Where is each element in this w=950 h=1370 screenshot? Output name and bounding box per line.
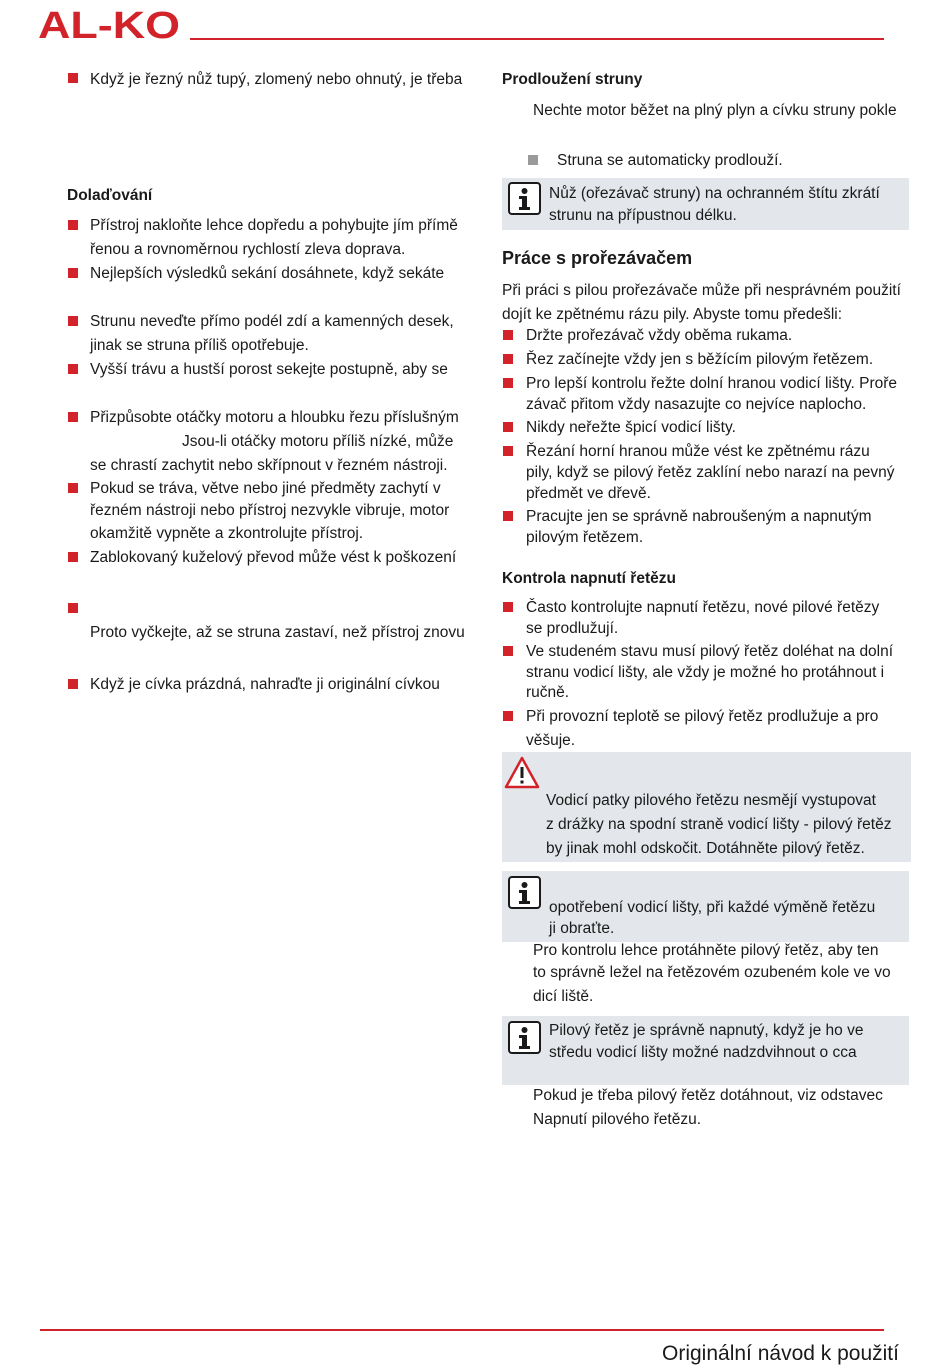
- warning-text-cont2: by jinak mohl odskočit. Dotáhněte pilový řetěz.: [546, 840, 865, 857]
- bullet: [68, 552, 78, 562]
- fine-tuning-heading: Dolaďování: [67, 187, 153, 204]
- bullet: [528, 155, 538, 165]
- header-rule: [190, 38, 884, 40]
- footer-title: Originální návod k použití: [662, 1342, 899, 1365]
- fine-item-8-cont: Proto vyčkejte, až se struna zastaví, než přístroj znovu: [90, 624, 465, 641]
- check-text-cont: to správně ležel na řetězovém ozubeném kole ve vo: [533, 964, 891, 981]
- info-3-text-cont: středu vodicí lišty možné nadzdvihnout o cca: [549, 1044, 857, 1061]
- bullet: [503, 378, 513, 388]
- info-3-text: Pilový řetěz je správně napnutý, když je ho ve: [549, 1022, 864, 1039]
- check-text: Pro kontrolu lehce protáhněte pilový řetěz, aby ten: [533, 942, 879, 959]
- fine-item-3: Strunu neveďte přímo podél zdí a kamenných desek,: [90, 313, 454, 330]
- bullet: [68, 412, 78, 422]
- blade-item: Když je řezný nůž tupý, zlomený nebo ohnutý, je třeba: [90, 71, 463, 88]
- pruner-item-3: Pro lepší kontrolu řežte dolní hranou vodicí lišty. Proře: [526, 375, 898, 392]
- warning-triangle-icon: [504, 756, 540, 790]
- bullet: [503, 511, 513, 521]
- line-extension-text: Nechte motor běžet na plný plyn a cívku struny pokle: [533, 102, 897, 119]
- pruner-item-6: Pracujte jen se správně nabroušeným a napnutým: [526, 508, 872, 525]
- bullet: [503, 602, 513, 612]
- alko-logo: [38, 6, 183, 42]
- pruner-item-5-cont: pily, když se pilový řetěz zaklíní nebo narazí na pevný: [526, 464, 895, 481]
- bullet: [68, 364, 78, 374]
- pruner-item-6-cont: pilovým řetězem.: [526, 529, 644, 546]
- fine-item-6-cont2: okamžitě vypněte a zkontrolujte přístroj.: [90, 525, 364, 542]
- fine-item-5-cont: Jsou-li otáčky motoru příliš nízké, může: [182, 433, 454, 450]
- pruner-item-2: Řez začínejte vždy jen s běžícím pilovým řetězem.: [526, 351, 874, 368]
- check-text-cont2: dicí liště.: [533, 988, 594, 1005]
- chain-item-2-cont2: ručně.: [526, 684, 570, 701]
- fine-item-9: Když je cívka prázdná, nahraďte ji originální cívkou: [90, 676, 440, 693]
- pruner-intro-cont: dojít ke zpětnému rázu pily. Abyste tomu předešli:: [502, 306, 843, 323]
- tighten-text: Pokud je třeba pilový řetěz dotáhnout, viz odstavec: [533, 1087, 883, 1104]
- bullet: [68, 316, 78, 326]
- bullet: [68, 268, 78, 278]
- info-icon: [508, 182, 541, 215]
- fine-item-6: Pokud se tráva, větve nebo jiné předměty zachytí v: [90, 480, 441, 497]
- pruner-intro: Při práci s pilou prořezávače může při nesprávném použití: [502, 282, 901, 299]
- bullet: [68, 73, 78, 83]
- pruner-item-5-cont2: předmět ve dřevě.: [526, 485, 651, 502]
- fine-item-5-cont2: se chrastí zachytit nebo skřípnout v řezném nástroji.: [90, 457, 448, 474]
- logo-text: AL-KO: [38, 6, 180, 42]
- warning-text: Vodicí patky pilového řetězu nesmějí vystupovat: [546, 792, 876, 809]
- info-2-text: opotřebení vodicí lišty, při každé výměně řetězu: [549, 899, 876, 916]
- info-glyph: [510, 1023, 539, 1052]
- bullet: [68, 679, 78, 689]
- line-extension-heading: Prodloužení struny: [502, 71, 643, 88]
- fine-item-7: Zablokovaný kuželový převod může vést k poškození: [90, 549, 457, 566]
- info-icon: [508, 1021, 541, 1054]
- fine-item-1-cont: řenou a rovnoměrnou rychlostí zleva doprava.: [90, 241, 406, 258]
- info-1-text: Nůž (ořezávač struny) na ochranném štítu zkrátí: [549, 185, 880, 202]
- footer-rule: [40, 1329, 884, 1331]
- info-2-text-cont: ji obraťte.: [549, 920, 615, 937]
- bullet: [503, 422, 513, 432]
- info-icon: [508, 876, 541, 909]
- bullet: [503, 446, 513, 456]
- tighten-text-cont: Napnutí pilového řetězu.: [533, 1111, 702, 1128]
- pruner-item-5: Řezání horní hranou může vést ke zpětnému rázu: [526, 443, 870, 460]
- pruner-item-3-cont: závač přitom vždy nasazujte co nejvíce naplocho.: [526, 396, 867, 413]
- line-extension-item: Struna se automaticky prodlouží.: [557, 152, 783, 169]
- bullet: [503, 354, 513, 364]
- chain-item-1: Často kontrolujte napnutí řetězu, nové pilové řetězy: [526, 599, 880, 616]
- chain-item-1-cont: se prodlužují.: [526, 620, 619, 637]
- bullet: [68, 603, 78, 613]
- pruner-item-4: Nikdy neřežte špicí vodicí lišty.: [526, 419, 736, 436]
- bullet: [68, 483, 78, 493]
- fine-item-6-cont: řezném nástroji nebo přístroj nezvykle vibruje, motor: [90, 502, 450, 519]
- chain-item-2: Ve studeném stavu musí pilový řetěz doléhat na dolní: [526, 643, 894, 660]
- info-glyph: [510, 184, 539, 213]
- chain-tension-heading: Kontrola napnutí řetězu: [502, 570, 676, 587]
- bullet: [503, 646, 513, 656]
- info-glyph: [510, 878, 539, 907]
- fine-item-5: Přizpůsobte otáčky motoru a hloubku řezu příslušným: [90, 409, 459, 426]
- fine-item-1: Přístroj nakloňte lehce dopředu a pohybujte jím přímě: [90, 217, 458, 234]
- pruner-item-1: Držte prořezávač vždy oběma rukama.: [526, 327, 793, 344]
- bullet: [68, 220, 78, 230]
- chain-item-2-cont: stranu vodicí lišty, ale vždy je možné ho protáhnout i: [526, 664, 885, 681]
- fine-item-2: Nejlepších výsledků sekání dosáhnete, když sekáte: [90, 265, 445, 282]
- bullet: [503, 711, 513, 721]
- chain-item-3-cont: věšuje.: [526, 732, 576, 749]
- fine-item-4: Vyšší trávu a hustší porost sekejte postupně, aby se: [90, 361, 448, 378]
- warning-text-cont: z drážky na spodní straně vodicí lišty - pilový řetěz: [546, 816, 892, 833]
- chain-item-3: Při provozní teplotě se pilový řetěz prodlužuje a pro: [526, 708, 879, 725]
- pruner-heading: Práce s prořezávačem: [502, 248, 693, 268]
- bullet: [503, 330, 513, 340]
- info-1-text-cont: strunu na přípustnou délku.: [549, 207, 737, 224]
- fine-item-3-cont: jinak se struna příliš opotřebuje.: [90, 337, 309, 354]
